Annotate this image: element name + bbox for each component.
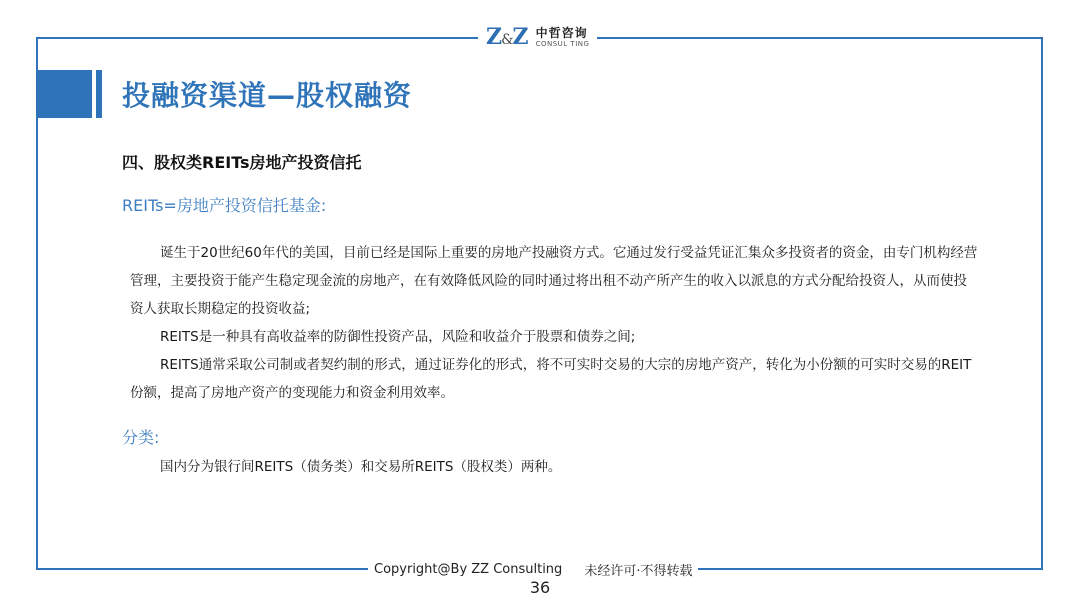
logo-name-cn: 中哲咨询 — [535, 25, 588, 40]
logo-text — [536, 27, 590, 48]
paragraph-3: REITS通常采取公司制或者契约制的形式，通过证券化的形式，将不可实时交易的大宗的房地产资产，转化为小份额的可实时交易的REIT份额，提高了房地产资产的变现能力和资金利用效率。 — [130, 357, 972, 401]
logo-mark-left: Z — [486, 24, 502, 50]
definition-heading: REITs=房地产投资信托基金: — [122, 196, 327, 215]
paragraph-1: 诞生于20世纪60年代的美国，目前已经是国际上重要的房地产投融资方式。它通过发行受益凭证汇集众多投资者的资金，由专门机构经营管理，主要投资于能产生稳定现金流的房地产，在有效降低风险的同时通过将出租不动产所产生的收入以派息的方式分配给投资人，从而使投资人获取长期稳定的投资收益; — [130, 245, 978, 317]
page-title: 投融资渠道—股权融资 — [122, 79, 413, 112]
category-paragraph: 国内分为银行间REITS（债务类）和交易所REITS（股权类）两种。 — [160, 459, 562, 475]
footer-notice: 未经许可·不得转载 — [584, 563, 693, 579]
definition-body — [130, 239, 980, 407]
category-body — [130, 453, 980, 481]
logo-name-en: CONSUL TING — [535, 39, 590, 48]
company-logo — [478, 22, 597, 52]
footer — [368, 558, 698, 580]
category-heading: 分类: — [122, 428, 160, 447]
logo-mark-amp: & — [501, 32, 513, 48]
section-heading: 四、股权类REITs房地产投资信托 — [122, 153, 362, 172]
paragraph-2: REITS是一种具有高收益率的防御性投资产品，风险和收益介于股票和债券之间; — [160, 329, 636, 345]
logo-mark-right: Z — [512, 24, 528, 50]
title-accent-block — [36, 70, 92, 118]
footer-copyright: Copyright@By ZZ Consulting — [374, 561, 563, 577]
page-number: 36 — [529, 578, 551, 597]
logo-mark — [486, 24, 528, 50]
title-accent-stripe — [96, 70, 102, 118]
